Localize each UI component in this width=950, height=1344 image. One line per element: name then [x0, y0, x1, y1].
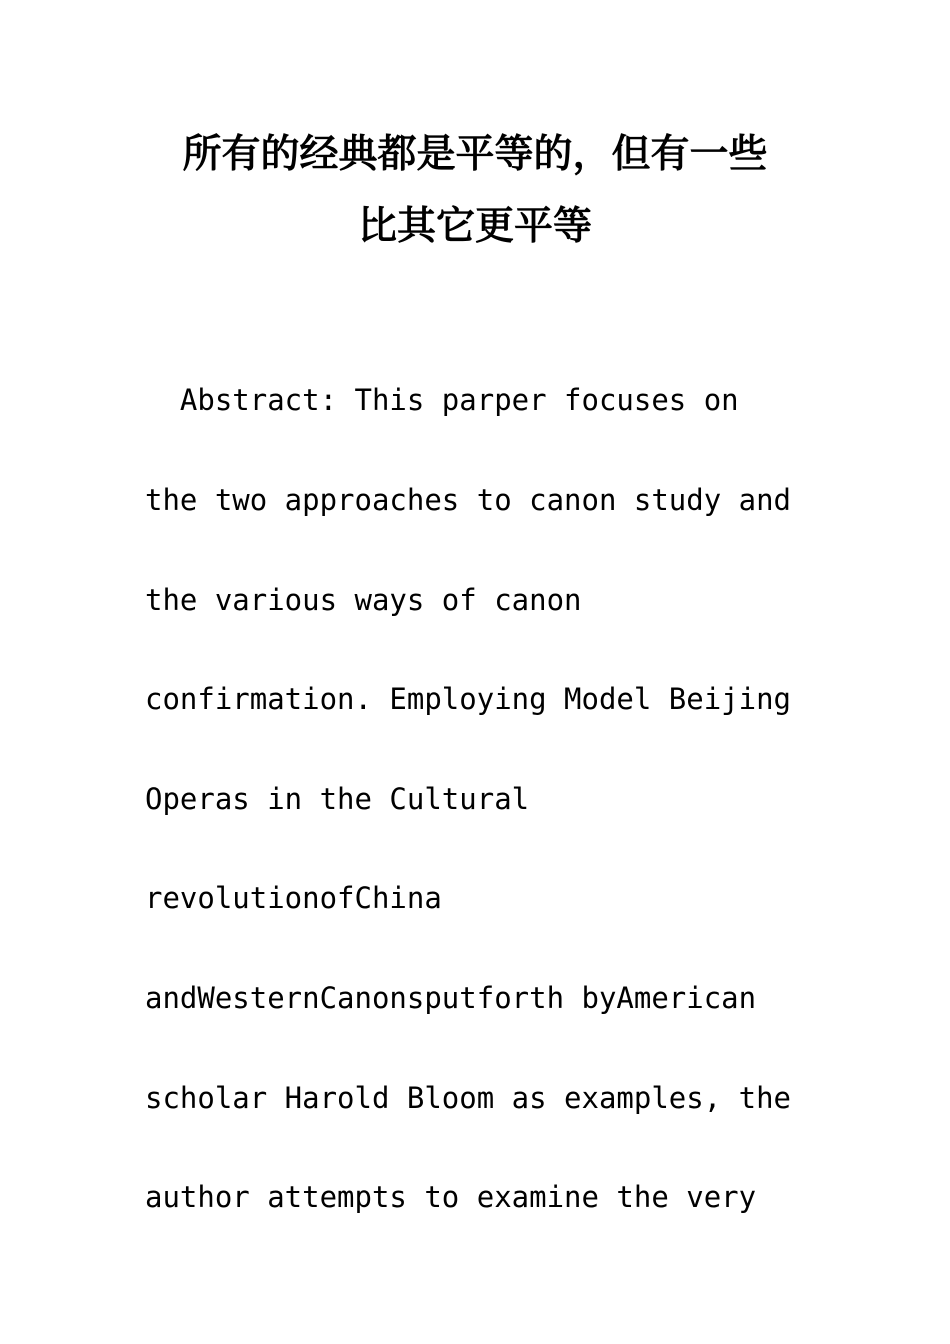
abstract-line-3: the various ways of canon — [145, 583, 582, 617]
abstract-line-9: author attempts to examine the very — [145, 1180, 757, 1214]
document-title-line-1: 所有的经典都是平等的，但有一些 — [182, 131, 768, 177]
abstract-line-4: confirmation. Employing Model Beijing — [145, 682, 792, 716]
abstract-line-8: scholar Harold Bloom as examples, the — [145, 1081, 792, 1115]
document-title-line-2: 比其它更平等 — [357, 203, 592, 249]
abstract-line-6: revolutionofChina — [145, 881, 442, 915]
abstract-line-1: Abstract: This parper focuses on — [145, 383, 739, 417]
abstract-line-5: Operas in the Cultural — [145, 782, 530, 816]
abstract-line-7: andWesternCanonsputforth byAmerican — [145, 981, 757, 1015]
abstract-line-2: the two approaches to canon study and — [145, 483, 792, 517]
